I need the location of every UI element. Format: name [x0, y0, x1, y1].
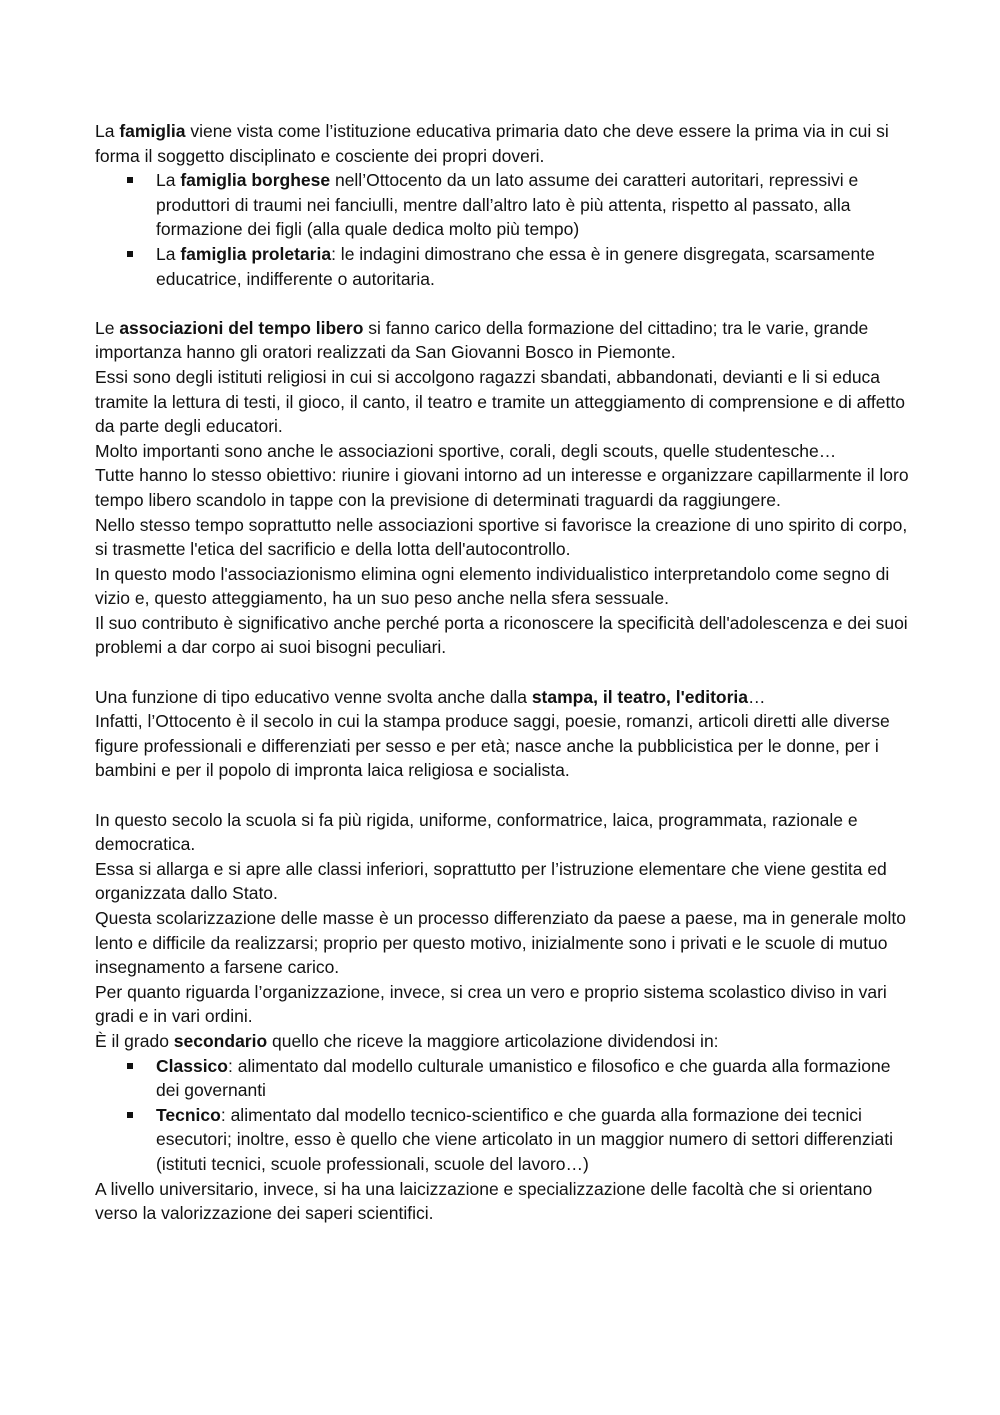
text-line: Molto importanti sono anche le associazioni sportive, corali, degli scouts, quelle studentesche…: [95, 440, 837, 461]
bold-term: famiglia proletaria: [180, 243, 332, 264]
list-item: [95, 242, 915, 291]
text-run: nell’Ottocento da un lato assume dei caratteri autoritari, repressivi e produttori di traumi nei fanciulli, mentre dall’altro lato è più attenta, rispetto al passato, alla formazione dei figli (alla quale dedica molto più tempo): [156, 170, 859, 240]
square-bullet-icon: [127, 251, 133, 257]
text-run: si fanno carico della formazione del cittadino; tra le varie, grande importanza hanno gli oratori realizzati da San Giovanni Bosco in Piemonte.: [95, 317, 869, 363]
bold-term: secondario: [173, 1030, 268, 1051]
list-item: [95, 168, 915, 242]
paragraph-associations: [95, 316, 915, 365]
text-run: La: [156, 243, 181, 264]
text-run: …: [748, 686, 766, 707]
document-body: [95, 119, 915, 1226]
bold-term: associazioni del tempo libero: [119, 317, 364, 338]
bold-term: famiglia borghese: [180, 170, 331, 191]
bold-term: famiglia: [119, 121, 186, 141]
text-line: In questo secolo la scuola si fa più rigida, uniforme, conformatrice, laica, programmata, razionale e democratica.: [95, 809, 858, 855]
text-line: Il suo contributo è significativo anche perché porta a riconoscere la specificità dell'adolescenza e dei suoi problemi a dar corpo ai suoi bisogni peculiari.: [95, 612, 908, 658]
text-run: quello che riceve la maggiore articolazione dividendosi in:: [267, 1030, 719, 1051]
text-line: Questa scolarizzazione delle masse è un processo differenziato da paese a paese, ma in generale molto lento e difficile da realizzarsi; proprio per questo motivo, inizialmente sono i privati e le scuole di mutuo insegnamento a farsene carico.: [95, 908, 906, 978]
text-line: Nello stesso tempo soprattutto nelle associazioni sportive si favorisce la creazione di uno spirito di corpo, si trasmette l'etica del sacrificio e della lotta dell'autocontrollo.: [95, 514, 908, 560]
text-run: : alimentato dal modello culturale umanistico e filosofico e che guarda alla formazione dei governanti: [156, 1055, 891, 1101]
text-line: Essi sono degli istituti religiosi in cui si accolgono ragazzi sbandati, abbandonati, devianti e li si educa tramite la lettura di testi, il gioco, il canto, il teatro e tramite un atteggiamento di comprensione e di affetto da parte degli educatori.: [95, 366, 905, 437]
text-run: La: [156, 170, 181, 191]
text-line: Per quanto riguarda l’organizzazione, invece, si crea un vero e proprio sistema scolastico diviso in vari gradi e in vari ordini.: [95, 981, 887, 1027]
paragraph-family: [95, 119, 915, 168]
text-run: : alimentato dal modello tecnico-scientifico e che guarda alla formazione dei tecnici esecutori; inoltre, esso è quello che viene articolato in un maggior numero di settori differenziati (istituti tecnici, scuole professionali, scuole del lavoro…): [156, 1104, 894, 1174]
text-line: Infatti, l’Ottocento è il secolo in cui la stampa produce saggi, poesie, romanzi, articoli diretti alle diverse figure professionali e differenziati per sesso e per età; nasce anche la pubblicistica per le donne, per i bambini e per il popolo di impronta laica religiosa e socialista.: [95, 711, 890, 781]
school-types-list: [95, 1054, 915, 1177]
bold-term: Classico: [156, 1055, 228, 1076]
square-bullet-icon: [127, 1112, 133, 1118]
text-run: È il grado: [95, 1030, 174, 1051]
text-run: Una funzione di tipo educativo venne svolta anche dalla: [95, 686, 532, 707]
bold-term: stampa, il teatro, l'editoria: [531, 686, 748, 707]
family-list: [95, 168, 915, 291]
text-line: In questo modo l'associazionismo elimina ogni elemento individualistico interpretandolo come segno di vizio e, questo atteggiamento, ha un suo peso anche nella sfera sessuale.: [95, 563, 890, 609]
paragraph-secondary: [95, 1029, 915, 1054]
text-line: Essa si allarga e si apre alle classi inferiori, soprattutto per l’istruzione elementare che viene gestita ed organizzata dallo Stato.: [95, 858, 887, 904]
bold-term: Tecnico: [156, 1104, 221, 1125]
paragraph-spacer: [95, 291, 915, 316]
square-bullet-icon: [127, 1063, 133, 1069]
text-run: viene vista come l’istituzione educativa primaria dato che deve essere la prima via in cui si forma il soggetto disciplinato e cosciente dei propri doveri.: [95, 121, 889, 166]
list-item: [95, 1103, 915, 1177]
square-bullet-icon: [127, 177, 133, 183]
paragraph-press: [95, 685, 915, 710]
paragraph-spacer: [95, 783, 915, 808]
text-line: A livello universitario, invece, si ha una laicizzazione e specializzazione delle facoltà che si orientano verso la valorizzazione dei saperi scientifici.: [95, 1178, 873, 1224]
text-run: Le: [95, 317, 120, 338]
paragraph-spacer: [95, 660, 915, 685]
text-line: Tutte hanno lo stesso obiettivo: riunire i giovani intorno ad un interesse e organizzare capillarmente il loro tempo libero scandolo in tappe con la previsione di determinati traguardi da raggiungere.: [95, 465, 909, 510]
text-run: : le indagini dimostrano che essa è in genere disgregata, scarsamente educatrice, indifferente o autoritaria.: [156, 243, 875, 289]
list-item: [95, 1054, 915, 1103]
text-run: La: [95, 121, 120, 141]
